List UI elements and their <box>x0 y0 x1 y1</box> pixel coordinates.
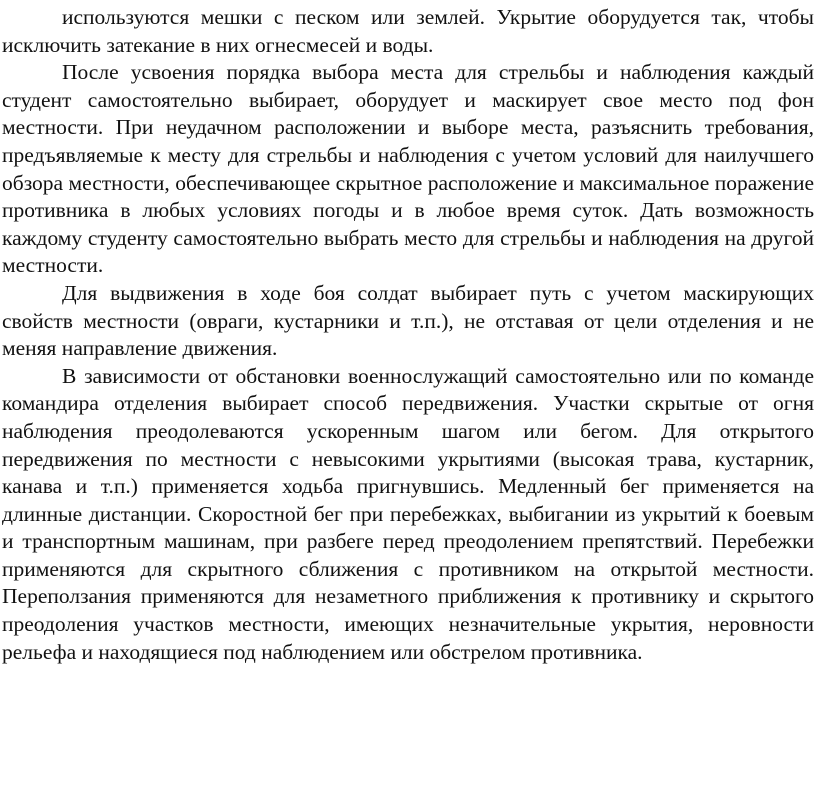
paragraph-3: Для выдвижения в ходе боя солдат выбирает путь с учетом маскирующих свойств местности (овраги, кустарники и т.п.), не отставая от цели отделения и не меняя направление движения. <box>2 280 814 361</box>
paragraph-4: В зависимости от обстановки военнослужащий самостоятельно или по команде командира отделения выбирает способ передвижения. Участки скрытые от огня наблюдения преодолеваются ускоренным шагом или бегом. Для открытого передвижения по местности с невысокими укрытиями (высокая трава, кустарник, канава и т.п.) применяется ходьба пригнувшись. Медленный бег применяется на длинные дистанции. Скоростной бег при перебежках, выбигании из укрытий к боевым и транспортным машинам, при разбеге перед преодолением препятствий. Перебежки применяются для скрытного сближения с противником на открытой местности. Переползания применяются для незаметного приближения к противнику и скрытого преодоления участков местности, имеющих незначительные укрытия, неровности рельефа и находящиеся под наблюдением или обстрелом противника. <box>2 363 814 664</box>
paragraph-1: используются мешки с песком или землей. Укрытие оборудуется так, чтобы исключить затекание в них огнесмесей и воды. <box>2 5 814 57</box>
paragraph-2: После усвоения порядка выбора места для стрельбы и наблюдения каждый студент самостоятельно выбирает, оборудует и маскирует свое место под фон местности. При неудачном расположении и выборе места, разъяснить требования, предъявляемые к месту для стрельбы и наблюдения с учетом условий для наилучшего обзора местности, обеспечивающее скрытное расположение и максимальное поражение противника в любых условиях погоды и в любое время суток. Дать возможность каждому студенту самостоятельно выбрать место для стрельбы и наблюдения на другой местности. <box>2 60 814 278</box>
